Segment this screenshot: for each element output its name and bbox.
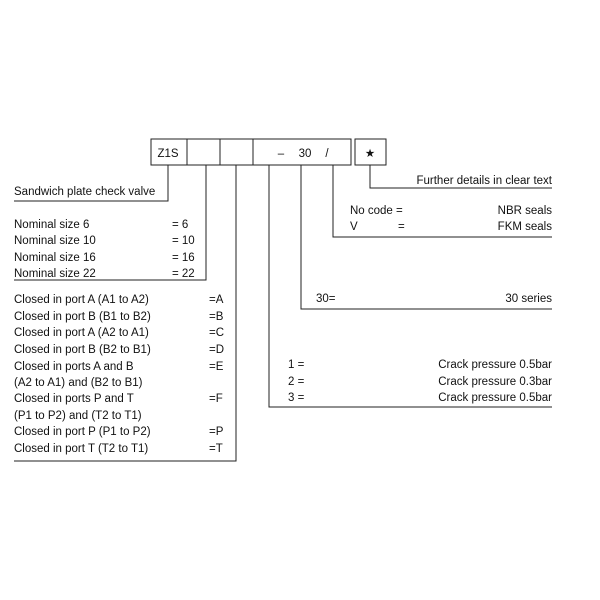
code-box-blank-1 — [187, 139, 220, 165]
seals-options — [350, 205, 552, 233]
code-asterisk-text: ★ — [364, 148, 376, 160]
nominal-size-label-6: Nominal size 6 — [14, 219, 90, 231]
closure-label-p: Closed in port P (P1 to P2) — [14, 426, 151, 438]
code-box-row — [151, 139, 386, 165]
closure-label-b: Closed in port B (B1 to B2) — [14, 311, 151, 323]
closure-code-a: =A — [209, 294, 224, 306]
closure-code-d: =D — [209, 344, 225, 356]
nominal-size-code-22: = 22 — [172, 268, 195, 280]
code-prefix-text: Z1S — [157, 148, 179, 160]
code-box-blank-2 — [220, 139, 253, 165]
nominal-size-options — [14, 219, 195, 280]
closure-label-f: Closed in ports P and T — [14, 393, 134, 405]
closure-code-e: =E — [209, 361, 224, 373]
product-label: Sandwich plate check valve — [14, 186, 156, 198]
closure-label-c: Closed in port A (A2 to A1) — [14, 327, 149, 339]
closure-code-f: =F — [209, 393, 223, 405]
closure-label-t: Closed in port T (T2 to T1) — [14, 443, 149, 455]
nominal-size-label-16: Nominal size 16 — [14, 252, 96, 264]
nominal-size-code-16: = 16 — [172, 252, 195, 264]
series-options — [316, 293, 552, 305]
closure-code-t: =T — [209, 443, 223, 455]
seal-code-nbr: No code = — [350, 205, 403, 217]
closure-options — [14, 294, 224, 455]
seal-code-fkm: V — [350, 221, 358, 233]
nominal-size-label-10: Nominal size 10 — [14, 235, 96, 247]
nominal-size-code-6: = 6 — [172, 219, 189, 231]
closure-label-e: Closed in ports A and B — [14, 361, 134, 373]
nominal-size-code-10: = 10 — [172, 235, 195, 247]
seal-desc-fkm: FKM seals — [497, 221, 552, 233]
crack-code-1: 1 = — [288, 359, 305, 371]
crack-code-3: 3 = — [288, 392, 305, 404]
closure-label-d: Closed in port B (B2 to B1) — [14, 344, 151, 356]
crack-desc-3: Crack pressure 0.5bar — [438, 392, 552, 404]
code-slash-text: / — [325, 148, 329, 160]
closure-code-p: =P — [209, 426, 224, 438]
closure-label-a: Closed in port A (A1 to A2) — [14, 294, 149, 306]
closure-code-b: =B — [209, 311, 224, 323]
further-details-text: Further details in clear text — [416, 175, 552, 187]
closure-code-c: =C — [209, 327, 225, 339]
code-series-text: 30 — [298, 148, 312, 160]
crack-code-2: 2 = — [288, 376, 305, 388]
code-separator-text: – — [277, 148, 285, 160]
nominal-size-label-22: Nominal size 22 — [14, 268, 96, 280]
seal-eq-fkm: = — [398, 221, 405, 233]
closure-label-f-detail: (P1 to P2) and (T2 to T1) — [14, 410, 142, 422]
closure-label-e-detail: (A2 to A1) and (B2 to B1) — [14, 377, 143, 389]
crack-desc-2: Crack pressure 0.3bar — [438, 376, 552, 388]
series-code: 30= — [316, 293, 336, 305]
crack-desc-1: Crack pressure 0.5bar — [438, 359, 552, 371]
series-desc: 30 series — [505, 293, 552, 305]
crack-pressure-options — [288, 359, 552, 404]
seal-desc-nbr: NBR seals — [497, 205, 552, 217]
